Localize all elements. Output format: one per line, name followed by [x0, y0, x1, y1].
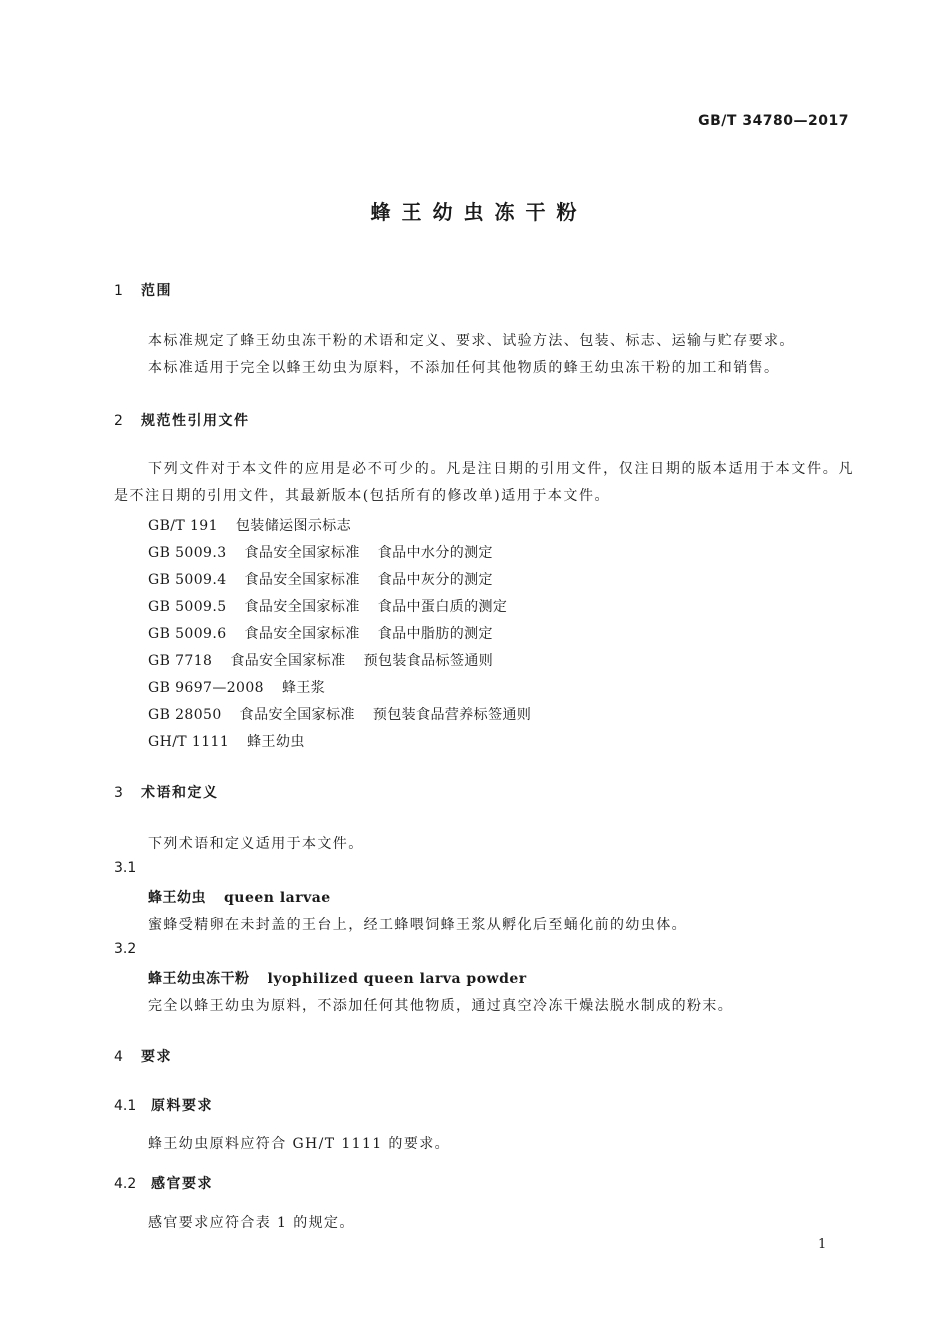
reference-item — [148, 623, 493, 643]
term-heading — [148, 968, 527, 988]
reference-code: GB 5009.5 — [148, 599, 227, 615]
subsection-number: 4.1 — [114, 1098, 137, 1114]
subsection-title: 原料要求 — [151, 1098, 213, 1114]
reference-item — [148, 677, 325, 697]
reference-subtitle: 食品中灰分的测定 — [377, 572, 493, 588]
reference-title: 食品安全国家标准 — [244, 599, 360, 615]
reference-code: GB 5009.3 — [148, 545, 227, 561]
reference-item — [148, 596, 507, 616]
reference-code: GB 5009.4 — [148, 572, 227, 588]
section-number: 4 — [114, 1049, 123, 1065]
term-number: 3.2 — [114, 941, 137, 957]
section-title: 规范性引用文件 — [141, 413, 250, 429]
term-zh: 蜂王幼虫 — [148, 890, 206, 906]
subsection-number: 4.2 — [114, 1176, 137, 1192]
paragraph: 下列术语和定义适用于本文件。 — [148, 836, 364, 852]
paragraph: 本标准适用于完全以蜂王幼虫为原料，不添加任何其他物质的蜂王幼虫冻干粉的加工和销售。 — [148, 360, 780, 376]
reference-item — [148, 704, 531, 724]
paragraph: 下列文件对于本文件的应用是必不可少的。凡是注日期的引用文件，仅注日期的版本适用于本文件。凡是不注日期的引用文件，其最新版本(包括所有的修改单)适用于本文件。 — [114, 461, 854, 504]
term-en: lyophilized queen larva powder — [267, 971, 527, 987]
reference-subtitle: 食品中蛋白质的测定 — [377, 599, 508, 615]
page-number: 1 — [818, 1237, 827, 1252]
reference-subtitle: 预包装食品营养标签通则 — [372, 707, 532, 723]
reference-code: GB 5009.6 — [148, 626, 227, 642]
reference-title: 食品安全国家标准 — [230, 653, 346, 669]
subsection-heading-4-1 — [114, 1095, 213, 1115]
reference-code: GB 7718 — [148, 653, 213, 669]
section-heading-3 — [114, 782, 219, 802]
term-en: queen larvae — [224, 890, 331, 906]
reference-title: 食品安全国家标准 — [244, 626, 360, 642]
section-number: 3 — [114, 785, 123, 801]
reference-title: 蜂王幼虫 — [247, 734, 305, 750]
subsection-heading-4-2 — [114, 1173, 213, 1193]
reference-subtitle: 食品中脂肪的测定 — [377, 626, 493, 642]
paragraph: 感官要求应符合表 1 的规定。 — [148, 1215, 355, 1231]
section-heading-1 — [114, 280, 172, 300]
reference-item — [148, 650, 493, 670]
section-heading-4 — [114, 1046, 172, 1066]
reference-title: 食品安全国家标准 — [239, 707, 355, 723]
reference-code: GB 9697—2008 — [148, 680, 264, 696]
reference-title: 包装储运图示标志 — [235, 518, 352, 534]
term-heading — [148, 887, 331, 907]
reference-item — [148, 542, 493, 562]
reference-item — [148, 515, 351, 535]
section-title: 范围 — [141, 283, 172, 299]
term-definition: 蜜蜂受精卵在未封盖的王台上，经工蜂喂饲蜂王浆从孵化后至蛹化前的幼虫体。 — [148, 917, 687, 933]
reference-item — [148, 731, 305, 751]
reference-title: 食品安全国家标准 — [244, 572, 360, 588]
reference-subtitle: 预包装食品标签通则 — [363, 653, 494, 669]
subsection-title: 感官要求 — [151, 1176, 213, 1192]
document-title: 蜂王幼虫冻干粉 — [370, 200, 588, 224]
paragraph: 本标准规定了蜂王幼虫冻干粉的术语和定义、要求、试验方法、包装、标志、运输与贮存要求。 — [148, 333, 795, 349]
term-definition: 完全以蜂王幼虫为原料，不添加任何其他物质，通过真空冷冻干燥法脱水制成的粉末。 — [148, 998, 734, 1014]
section-number: 1 — [114, 283, 123, 299]
section-title: 要求 — [141, 1049, 172, 1065]
reference-subtitle: 食品中水分的测定 — [377, 545, 493, 561]
section-title: 术语和定义 — [141, 785, 219, 801]
term-number: 3.1 — [114, 860, 137, 876]
section-heading-2 — [114, 410, 250, 430]
reference-item — [148, 569, 493, 589]
reference-title: 食品安全国家标准 — [244, 545, 360, 561]
reference-code: GB/T 191 — [148, 518, 218, 534]
reference-title: 蜂王浆 — [281, 680, 326, 696]
reference-code: GH/T 1111 — [148, 734, 230, 750]
reference-code: GB 28050 — [148, 707, 222, 723]
section-number: 2 — [114, 413, 123, 429]
standard-number: GB/T 34780—2017 — [698, 113, 849, 129]
paragraph: 蜂王幼虫原料应符合 GH/T 1111 的要求。 — [148, 1136, 451, 1152]
term-zh: 蜂王幼虫冻干粉 — [148, 971, 250, 987]
